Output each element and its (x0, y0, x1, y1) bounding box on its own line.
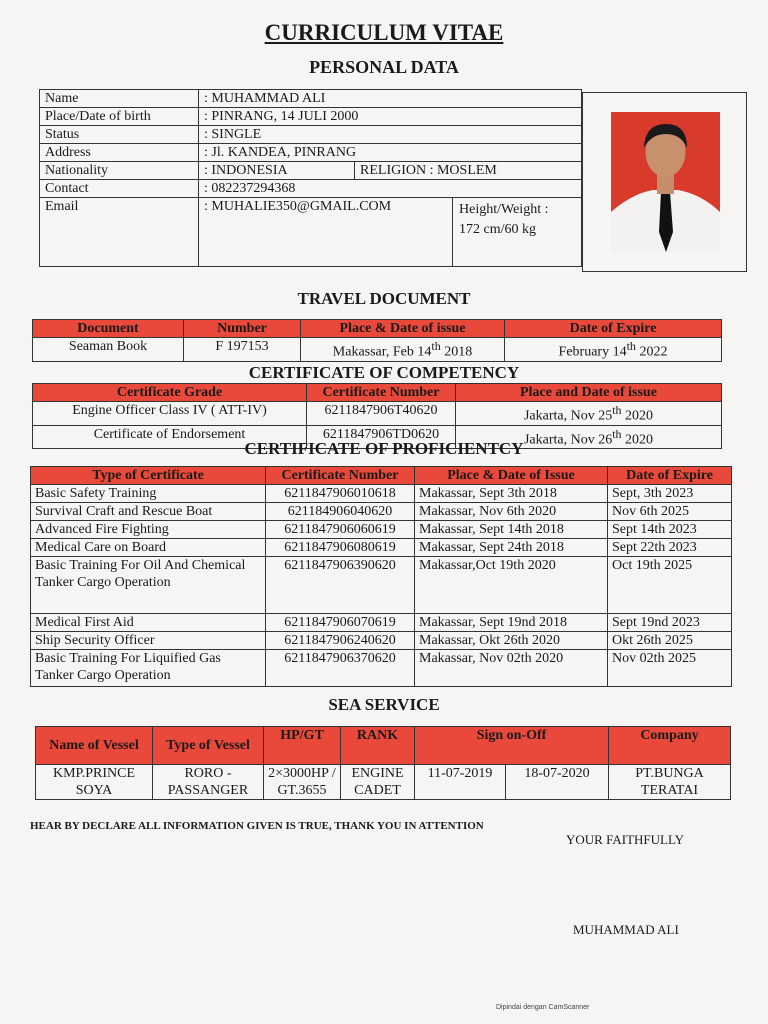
competency-header-number: Certificate Number (307, 384, 456, 402)
sea-sign-on: 11-07-2019 (415, 765, 506, 800)
cert-issue: Makassar, Nov 02th 2020 (415, 650, 608, 687)
travel-header-number: Number (184, 320, 301, 338)
competency-grade: Certificate of Endorsement (33, 425, 307, 449)
cert-number: 621184906040620 (266, 503, 415, 521)
personal-data-table (39, 89, 582, 267)
cert-number: 6211847906010618 (266, 485, 415, 503)
sea-hpgt: 2×3000HP / GT.3655 (264, 765, 341, 800)
height-weight-value: 172 cm/60 kg (459, 222, 536, 237)
cert-expire: Sept 19nd 2023 (608, 614, 732, 632)
competency-issue-year: 2020 (621, 432, 654, 448)
cert-expire: Nov 6th 2025 (608, 503, 732, 521)
address-value: : Jl. KANDEA, PINRANG (199, 144, 582, 162)
sea-header-vessel: Name of Vessel (36, 727, 153, 765)
competency-issue-date: Jakarta, Nov 26 (523, 432, 613, 448)
scanner-watermark: Dipindai dengan CamScanner (496, 1004, 590, 1011)
cert-issue: Makassar, Nov 6th 2020 (415, 503, 608, 521)
personal-data-heading: PERSONAL DATA (309, 57, 459, 77)
table-row (31, 614, 732, 632)
travel-expire-date: February 14 (558, 344, 627, 360)
travel-header-expire: Date of Expire (505, 320, 722, 338)
email-label: Email (40, 198, 199, 267)
travel-document: Seaman Book (33, 338, 184, 362)
competency-issue-year: 2020 (621, 408, 654, 424)
sea-service-table (35, 726, 731, 800)
sea-header-hpgt: HP/GT (264, 727, 341, 765)
travel-issue-date: Makassar, Feb 14 (332, 344, 432, 360)
travel-expire-suffix: th (626, 339, 636, 353)
contact-value: : 082237294368 (199, 180, 582, 198)
travel-document-heading: TRAVEL DOCUMENT (297, 289, 471, 308)
cert-issue: Makassar, Sept 24th 2018 (415, 539, 608, 557)
status-value: : SINGLE (199, 126, 582, 144)
competency-heading: CERTIFICATE OF COMPETENCY (248, 363, 520, 382)
religion-value: RELIGION : MOSLEM (355, 162, 582, 180)
travel-header-issue: Place & Date of issue (301, 320, 505, 338)
status-label: Status (40, 126, 199, 144)
travel-expire-year: 2022 (635, 344, 668, 360)
cert-expire: Oct 19th 2025 (608, 557, 732, 614)
cert-type: Medical Care on Board (31, 539, 266, 557)
cert-number: 6211847906080619 (266, 539, 415, 557)
cert-issue: Makassar, Okt 26th 2020 (415, 632, 608, 650)
competency-number: 6211847906T40620 (307, 402, 456, 426)
competency-issue-suffix: th (612, 426, 622, 441)
height-weight-label: Height/Weight : (459, 202, 549, 217)
contact-label: Contact (40, 180, 199, 198)
competency-issue-suffix: th (612, 403, 622, 417)
cert-expire: Okt 26th 2025 (608, 632, 732, 650)
sea-header-type: Type of Vessel (153, 727, 264, 765)
cert-type: Ship Security Officer (31, 632, 266, 650)
competency-grade: Engine Officer Class IV ( ATT-IV) (33, 402, 307, 426)
competency-number: 6211847906TD0620 (307, 425, 456, 449)
sea-header-rank: RANK (341, 727, 415, 765)
height-weight (453, 198, 554, 266)
birth-value: : PINRANG, 14 JULI 2000 (199, 108, 582, 126)
person-silhouette-icon (611, 112, 720, 253)
nationality-label: Nationality (40, 162, 199, 180)
sea-vessel: KMP.PRINCE SOYA (36, 765, 153, 800)
sea-header-company: Company (609, 727, 731, 765)
sea-service-heading: SEA SERVICE (328, 695, 440, 714)
cert-expire: Sept 14th 2023 (608, 521, 732, 539)
travel-issue-year: 2018 (440, 344, 473, 360)
competency-header-grade: Certificate Grade (33, 384, 307, 402)
proficiency-header-expire: Date of Expire (608, 467, 732, 485)
cert-number: 6211847906370620 (266, 650, 415, 687)
proficiency-heading: CERTIFICATE OF PROFICIENTCY (244, 439, 524, 458)
cert-number: 6211847906070619 (266, 614, 415, 632)
cv-title: CURRICULUM VITAE (264, 20, 504, 45)
table-row (31, 521, 732, 539)
table-row (33, 402, 722, 426)
sea-company: PT.BUNGA TERATAI (609, 765, 731, 800)
travel-header-document: Document (33, 320, 184, 338)
cert-number: 6211847906060619 (266, 521, 415, 539)
birth-label: Place/Date of birth (40, 108, 199, 126)
table-row (31, 539, 732, 557)
table-row (31, 650, 732, 687)
declaration-text: HEAR BY DECLARE ALL INFORMATION GIVEN IS TRUE, THANK YOU IN ATTENTION (30, 820, 484, 832)
cert-issue: Makassar, Sept 3th 2018 (415, 485, 608, 503)
cert-issue: Makassar, Sept 19nd 2018 (415, 614, 608, 632)
table-row (31, 557, 732, 614)
cert-issue: Makassar,Oct 19th 2020 (415, 557, 608, 614)
competency-header-issue: Place and Date of issue (456, 384, 722, 402)
travel-number: F 197153 (184, 338, 301, 362)
name-label: Name (40, 90, 199, 108)
cert-expire: Sept, 3th 2023 (608, 485, 732, 503)
cert-type: Basic Training For Oil And Chemical Tanker Cargo Operation (31, 557, 266, 614)
cert-type: Basic Safety Training (31, 485, 266, 503)
table-row (31, 485, 732, 503)
cert-type: Advanced Fire Fighting (31, 521, 266, 539)
address-label: Address (40, 144, 199, 162)
signature-name: MUHAMMAD ALI (573, 922, 679, 937)
cert-issue: Makassar, Sept 14th 2018 (415, 521, 608, 539)
proficiency-header-number: Certificate Number (266, 467, 415, 485)
competency-issue-date: Jakarta, Nov 25 (523, 408, 613, 424)
sea-header-sign: Sign on-Off (415, 727, 609, 765)
competency-issue (456, 402, 722, 426)
cert-expire: Nov 02th 2025 (608, 650, 732, 687)
cert-type: Medical First Aid (31, 614, 266, 632)
cert-type: Survival Craft and Rescue Boat (31, 503, 266, 521)
travel-expire (505, 338, 722, 362)
travel-issue-suffix: th (431, 339, 441, 353)
cert-number: 6211847906390620 (266, 557, 415, 614)
proficiency-header-type: Type of Certificate (31, 467, 266, 485)
email-cell (199, 198, 582, 267)
travel-issue (301, 338, 505, 362)
email-value: : MUHALIE350@GMAIL.COM (199, 198, 453, 266)
cert-number: 6211847906240620 (266, 632, 415, 650)
cert-type: Basic Training For Liquified Gas Tanker Cargo Operation (31, 650, 266, 687)
table-row (31, 503, 732, 521)
name-value: : MUHAMMAD ALI (199, 90, 582, 108)
cert-expire: Sept 22th 2023 (608, 539, 732, 557)
table-row (36, 765, 731, 800)
sea-type: RORO - PASSANGER (153, 765, 264, 800)
travel-document-table (32, 319, 722, 362)
closing-text: YOUR FAITHFULLY (566, 832, 684, 847)
sea-sign-off: 18-07-2020 (506, 765, 609, 800)
profile-photo (611, 112, 720, 253)
proficiency-table (30, 466, 732, 687)
proficiency-header-issue: Place & Date of Issue (415, 467, 608, 485)
table-row (31, 632, 732, 650)
sea-rank: ENGINE CADET (341, 765, 415, 800)
nationality-value: : INDONESIA (199, 162, 355, 180)
